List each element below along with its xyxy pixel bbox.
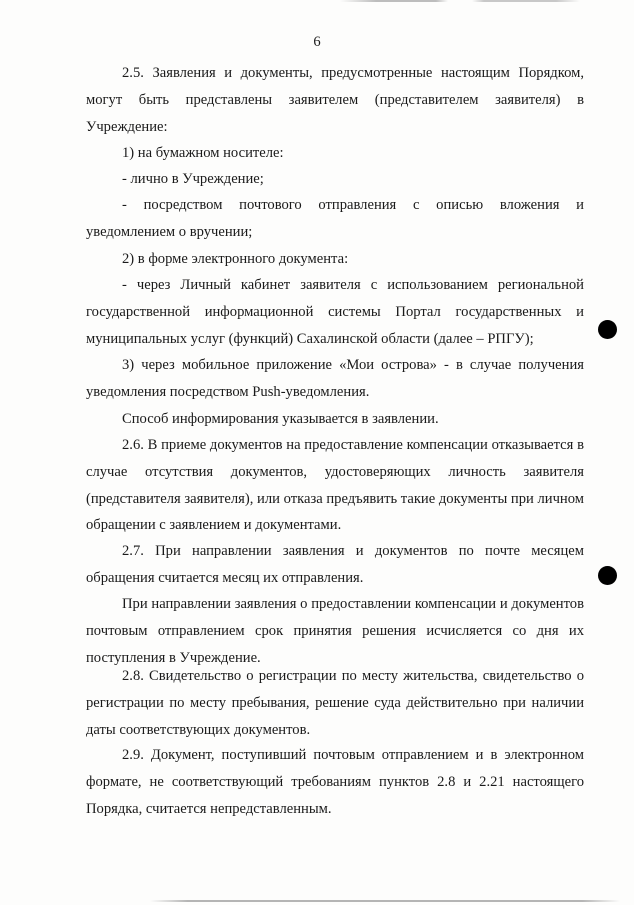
mobile-app-item: 3) через мобильное приложение «Мои острова» - в случае получения уведомления посредством Push-уведомления. [86, 357, 584, 400]
info-method-paragraph: Способ информирования указывается в заявлении. [122, 411, 439, 427]
page-number: 6 [313, 34, 321, 50]
in-person-item: - лично в Учреждение; [122, 171, 264, 187]
paper-carrier-heading: 1) на бумажном носителе: [122, 145, 284, 161]
binder-hole-upper [598, 320, 617, 339]
paragraph-2-6: 2.6. В приеме документов на предоставление компенсации отказывается в случае отсутствия документов, удостоверяющих личность заявителя (представителя заявителя), или отказа предъявить такие документы при личном обращении с заявлением и документами. [86, 437, 584, 534]
scan-edge-top [340, 0, 580, 2]
personal-cabinet-item: - через Личный кабинет заявителя с использованием региональной государственной информационной системы Портал государственных и муниципальных услуг (функций) Сахалинской области (далее – РПГУ); [86, 277, 584, 347]
by-mail-item: - посредством почтового отправления с описью вложения и уведомлением о вручении; [86, 197, 584, 240]
electronic-document-heading: 2) в форме электронного документа: [122, 251, 349, 267]
paragraph-2-8: 2.8. Свидетельство о регистрации по месту жительства, свидетельство о регистрации по месту пребывания, решение суда действительно при наличии даты соответствующих документов. [86, 668, 584, 738]
scan-edge-bottom [150, 900, 620, 902]
binder-hole-lower [598, 566, 617, 585]
paragraph-2-5: 2.5. Заявления и документы, предусмотренные настоящим Порядком, могут быть представлены заявителем (представителем заявителя) в Учреждение: [86, 65, 584, 135]
paragraph-2-7-continued: При направлении заявления о предоставлении компенсации и документов почтовым отправлением срок принятия решения исчисляется со дня их поступления в Учреждение. [86, 596, 584, 666]
paragraph-2-9: 2.9. Документ, поступивший почтовым отправлением и в электронном формате, не соответствующий требованиям пунктов 2.8 и 2.21 настоящего Порядка, считается непредставленным. [86, 747, 584, 817]
paragraph-2-7: 2.7. При направлении заявления и документов по почте месяцем обращения считается месяц их отправления. [86, 543, 584, 586]
